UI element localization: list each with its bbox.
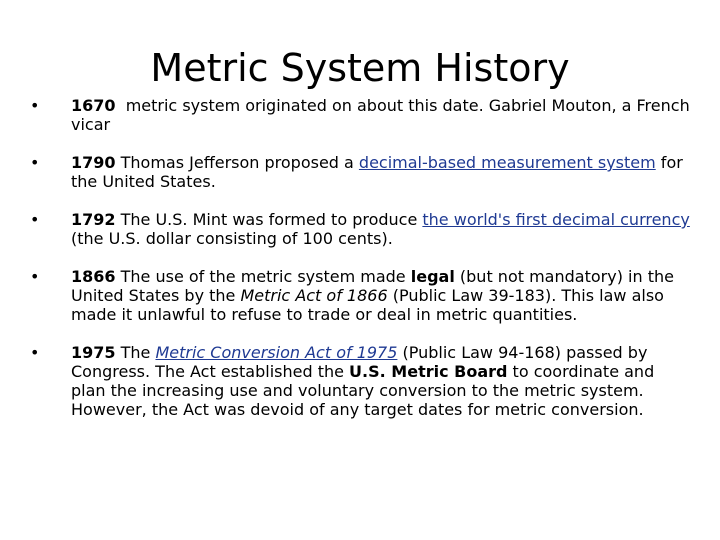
item-text: Thomas Jefferson proposed a bbox=[115, 153, 359, 172]
bullet-marker: • bbox=[30, 210, 40, 229]
list-item bbox=[30, 96, 695, 134]
item-text: metric system originated on about this date. Gabriel Mouton, a French vicar bbox=[71, 96, 695, 134]
decimal-currency-link[interactable]: the world's first decimal currency bbox=[422, 210, 690, 229]
bold-term: legal bbox=[410, 267, 455, 286]
list-item bbox=[30, 210, 690, 248]
year-label: 1670 bbox=[71, 96, 116, 115]
item-text: The U.S. Mint was formed to produce bbox=[115, 210, 423, 229]
metric-conversion-act-link[interactable]: Metric Conversion Act of 1975 bbox=[155, 343, 398, 362]
bullet-marker: • bbox=[30, 343, 40, 362]
item-text: (the U.S. dollar consisting of 100 cents). bbox=[71, 229, 393, 248]
year-label: 1975 bbox=[71, 343, 116, 362]
italic-term: Metric Act of 1866 bbox=[240, 286, 388, 305]
item-text: (Public Law 94-168) passed by Congress. The Act established the bbox=[71, 343, 648, 381]
bullet-list bbox=[30, 96, 695, 438]
list-item bbox=[30, 267, 690, 324]
bold-term: U.S. Metric Board bbox=[349, 362, 508, 381]
item-text: for the United States. bbox=[71, 153, 683, 191]
year-label: 1792 bbox=[71, 210, 116, 229]
item-text: (but not mandatory) in the United States by the bbox=[71, 267, 674, 305]
bullet-marker: • bbox=[30, 153, 40, 172]
decimal-measurement-link[interactable]: decimal-based measurement system bbox=[358, 153, 656, 172]
item-text: The use of the metric system made bbox=[115, 267, 411, 286]
list-item bbox=[30, 153, 690, 191]
list-item bbox=[30, 343, 690, 419]
item-text: The bbox=[115, 343, 156, 362]
year-label: 1790 bbox=[71, 153, 116, 172]
year-label: 1866 bbox=[71, 267, 116, 286]
item-text: to coordinate and plan the increasing use and voluntary conversion to the metric system. However, the Act was devoid of any target dates for metric conversion. bbox=[71, 362, 655, 419]
item-text: (Public Law 39-183). This law also made it unlawful to refuse to trade or deal in metric quantities. bbox=[71, 286, 664, 324]
bullet-marker: • bbox=[30, 96, 40, 115]
bullet-marker: • bbox=[30, 267, 40, 286]
slide-title: Metric System History bbox=[150, 46, 570, 90]
